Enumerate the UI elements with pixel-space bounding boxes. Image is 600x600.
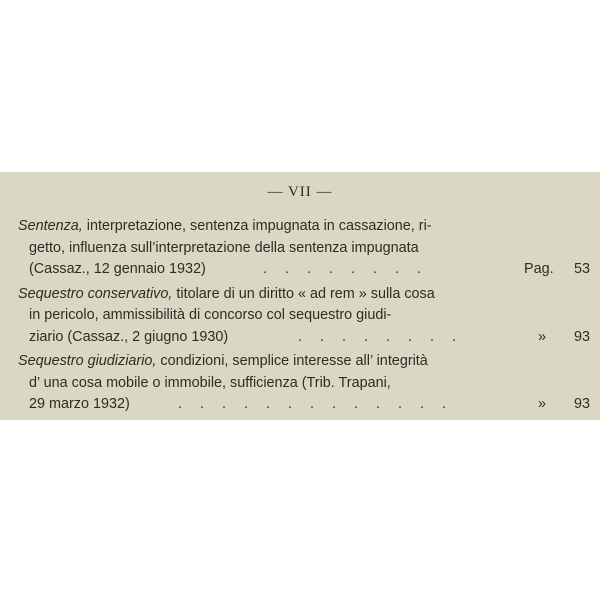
- entry-text-line: in pericolo, ammissibilità di concorso col sequestro giudi-: [29, 307, 392, 323]
- entry-text-line: interpretazione, sentenza impugnata in cassazione, ri-: [82, 218, 432, 234]
- index-entries: [18, 216, 590, 419]
- entry-text-line: ziario (Cassaz., 2 giugno 1930): [29, 328, 229, 345]
- entry-term: Sequestro giudiziario,: [18, 353, 157, 369]
- entry-text-line: condizioni, semplice interesse all’ integrità: [156, 353, 428, 369]
- entry-text-line: titolare di un diritto « ad rem » sulla cosa: [172, 285, 435, 302]
- index-entry-sentenza: [18, 216, 590, 281]
- entry-term: Sequestro conservativo,: [18, 285, 173, 302]
- page-label: »: [538, 328, 547, 345]
- page-label: »: [538, 396, 547, 412]
- page-number: 93: [573, 328, 590, 345]
- index-entry-sequestro-giudiziario: [18, 351, 590, 416]
- page-label: Pag.: [524, 261, 554, 277]
- leader-dots: . . . . . . . . . . . . .: [178, 396, 446, 412]
- book-page-strip: [0, 172, 600, 420]
- entry-text-line: 29 marzo 1932): [29, 396, 130, 412]
- entry-term: Sentenza,: [18, 218, 83, 234]
- leader-dots: . . . . . . . .: [298, 328, 456, 345]
- entry-text-line: getto, influenza sull’interpretazione della sentenza impugnata: [29, 239, 419, 256]
- page-header-numeral: — VII —: [267, 184, 333, 200]
- entry-text-line: d’ una cosa mobile o immobile, sufficienza (Trib. Trapani,: [29, 374, 391, 391]
- page-number: 93: [573, 396, 590, 412]
- index-entry-sequestro-conservativo: [18, 284, 590, 349]
- entry-text-line: (Cassaz., 12 gennaio 1932): [29, 261, 206, 277]
- leader-dots: . . . . . . . .: [263, 261, 421, 277]
- page-number: 53: [573, 261, 590, 277]
